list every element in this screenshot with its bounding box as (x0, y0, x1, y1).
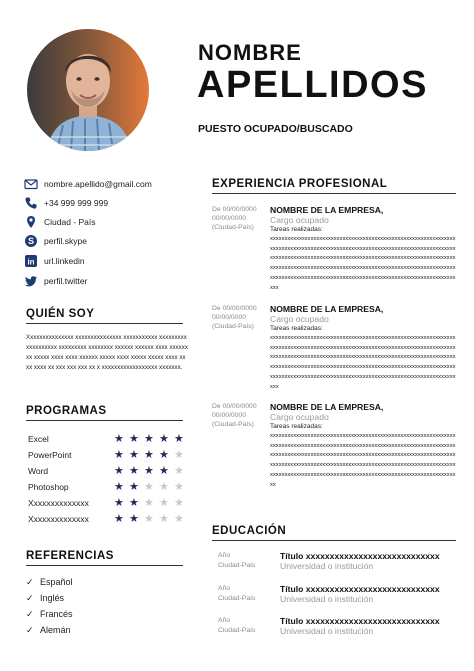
contact-phone[interactable] (24, 196, 204, 212)
star-empty-icon: ★ (144, 481, 154, 493)
contact-skype-text: perfil.skype (44, 236, 87, 246)
job-date-start: De 00/00/0000 (212, 403, 257, 410)
star-empty-icon: ★ (174, 481, 184, 493)
profile-photo (27, 29, 149, 151)
job-entry (212, 205, 456, 295)
star-empty-icon: ★ (174, 497, 184, 509)
star-filled-icon: ★ (129, 497, 139, 509)
location-pin-icon (24, 215, 38, 229)
reference-label: Español (40, 577, 73, 587)
job-tasks-label: Tareas realizadas: (270, 325, 323, 332)
about-text: Xxxxxxxxxxxxxxx xxxxxxxxxxxxxxx xxxxxxxxxxx xxxxxxxxx xxxxxxxxxx xxxxxxxxx xxxxxxxx xxxxxx xxxxxx xxxx xxxxxxxx xxxxx xxxx xxxx xxxxxx xxxxx xxxx xxxxx xxxxx xxxx xxxx xxxx xx xxx xxx xxx xx x xxxxxxxxxxxxxxxxxx xxxxxxx. (26, 334, 188, 371)
job-location: (Ciudad-País) (212, 323, 254, 330)
experience-title: EXPERIENCIA PROFESIONAL (212, 178, 388, 190)
education-institution: Universidad o institución (280, 561, 374, 571)
education-location: Ciudad-País (218, 595, 256, 602)
references-title: REFERENCIAS (26, 550, 114, 562)
phone-icon (24, 196, 38, 210)
star-empty-icon: ★ (159, 513, 169, 525)
job-company: NOMBRE DE LA EMPRESA, (270, 402, 384, 412)
references-divider (26, 565, 183, 566)
check-icon: ✓ (26, 609, 34, 619)
job-date-start: De 00/00/0000 (212, 305, 257, 312)
education-entry (218, 585, 458, 613)
education-entry (218, 552, 458, 580)
star-filled-icon: ★ (159, 465, 169, 477)
check-icon: ✓ (26, 625, 34, 635)
programs-title: PROGRAMAS (26, 405, 107, 417)
job-location: (Ciudad-País) (212, 224, 254, 231)
skill-name: PowerPoint (28, 450, 72, 460)
svg-text:in: in (27, 257, 35, 267)
programs-divider (26, 420, 183, 421)
education-location: Ciudad-País (218, 562, 256, 569)
job-tasks-text: xxxxxxxxxxxxxxxxxxxxxxxxxxxxxxxxxxxxxxxxxxxxxxxxxxxxxxxxxxxxxxxxxxxxxxxxxxxxxxxxxxxxxxxxxxxxxxxxxxxxxxxxxxxxxxxxxxxxxxxxxxxxxxxxxxxxxxxxxxxxxxxxxxxxxxxxxxxxxxxxxxxxxxxxxxxxxxxxxxxxxxxxxxxxxxxxxxxxxxxxxxxxxxxxxxxxxxxxxxxxxxxxxxxxxxxxxxxxxxxxxxxxxxxxxxxxxxxxxxxxxxxxxxxxxxxxxxxxxxxxxxxxxxxxxxxxxxxxxxxxxxxxxxxxxxxxxxxxxxxxxxx (270, 236, 456, 291)
contact-email[interactable] (24, 177, 204, 193)
job-company: NOMBRE DE LA EMPRESA, (270, 205, 384, 215)
skill-row (28, 497, 190, 511)
skill-name: Excel (28, 434, 49, 444)
education-year: Año (218, 552, 231, 559)
job-dates (212, 304, 268, 331)
first-name: NOMBRE (198, 40, 302, 65)
education-degree: Título xxxxxxxxxxxxxxxxxxxxxxxxxxxx (280, 551, 440, 561)
education-institution: Universidad o institución (280, 626, 374, 636)
job-date-end: 00/00/0000 (212, 215, 247, 222)
skill-row (28, 449, 190, 463)
skill-row (28, 433, 190, 447)
star-filled-icon: ★ (144, 465, 154, 477)
job-company: NOMBRE DE LA EMPRESA, (270, 304, 384, 314)
contact-phone-text: +34 999 999 999 (44, 198, 109, 208)
job-entry (212, 402, 456, 492)
star-filled-icon: ★ (114, 513, 124, 525)
contact-location-text: Ciudad - País (44, 217, 96, 227)
about-divider (26, 323, 183, 324)
job-date-end: 00/00/0000 (212, 412, 247, 419)
contact-location (24, 215, 204, 231)
contact-twitter[interactable] (24, 274, 204, 290)
star-filled-icon: ★ (144, 433, 154, 445)
check-icon: ✓ (26, 577, 34, 587)
contact-linkedin-text: url.linkedin (44, 256, 85, 266)
contact-email-text: nombre.apellido@gmail.com (44, 179, 152, 189)
reference-label: Francés (40, 609, 73, 619)
star-filled-icon: ★ (129, 465, 139, 477)
education-title: EDUCACIÓN (212, 525, 287, 537)
star-empty-icon: ★ (174, 465, 184, 477)
star-filled-icon: ★ (159, 449, 169, 461)
reference-label: Alemán (40, 625, 71, 635)
job-tasks-label: Tareas realizadas: (270, 423, 323, 430)
list-item (26, 609, 73, 623)
star-filled-icon: ★ (159, 433, 169, 445)
job-role: Cargo ocupado (270, 314, 329, 324)
star-empty-icon: ★ (174, 449, 184, 461)
star-filled-icon: ★ (114, 433, 124, 445)
star-empty-icon: ★ (159, 481, 169, 493)
education-degree: Título xxxxxxxxxxxxxxxxxxxxxxxxxxxx (280, 584, 440, 594)
star-filled-icon: ★ (144, 449, 154, 461)
about-title: QUIÉN SOY (26, 308, 95, 320)
skill-name: Xxxxxxxxxxxxxx (28, 498, 89, 508)
star-filled-icon: ★ (114, 497, 124, 509)
star-filled-icon: ★ (129, 513, 139, 525)
star-empty-icon: ★ (159, 497, 169, 509)
skill-row (28, 465, 190, 479)
star-filled-icon: ★ (129, 433, 139, 445)
list-item (26, 577, 73, 591)
skill-name: Photoshop (28, 482, 69, 492)
skype-icon (24, 234, 38, 248)
star-empty-icon: ★ (144, 513, 154, 525)
job-role: Cargo ocupado (270, 412, 329, 422)
svg-text:S: S (27, 236, 35, 247)
job-date-end: 00/00/0000 (212, 314, 247, 321)
contact-skype[interactable] (24, 234, 204, 250)
job-location: (Ciudad-País) (212, 421, 254, 428)
job-tasks-text: xxxxxxxxxxxxxxxxxxxxxxxxxxxxxxxxxxxxxxxxxxxxxxxxxxxxxxxxxxxxxxxxxxxxxxxxxxxxxxxxxxxxxxxxxxxxxxxxxxxxxxxxxxxxxxxxxxxxxxxxxxxxxxxxxxxxxxxxxxxxxxxxxxxxxxxxxxxxxxxxxxxxxxxxxxxxxxxxxxxxxxxxxxxxxxxxxxxxxxxxxxxxxxxxxxxxxxxxxxxxxxxxxxxxxxxxxxxxxxxxxxxxxxxxxxxxxxxxxxxxxxxxxxxxxxxxxxxxxxxxxxxxxxxxxxxxxxxxxxxxxxxxxxxxxxxxxxxxxxxxxxx (270, 335, 456, 390)
reference-label: Inglés (40, 593, 65, 603)
job-role: Cargo ocupado (270, 215, 329, 225)
education-entry (218, 617, 458, 645)
job-dates (212, 402, 268, 429)
contact-linkedin[interactable] (24, 254, 204, 270)
star-filled-icon: ★ (174, 433, 184, 445)
star-filled-icon: ★ (129, 449, 139, 461)
skill-name: Xxxxxxxxxxxxxx (28, 514, 89, 524)
star-empty-icon: ★ (144, 497, 154, 509)
twitter-icon (24, 274, 38, 288)
job-tasks-label: Tareas realizadas: (270, 226, 323, 233)
education-location: Ciudad-País (218, 627, 256, 634)
star-empty-icon: ★ (174, 513, 184, 525)
skill-row (28, 481, 190, 495)
skill-name: Word (28, 466, 49, 476)
job-dates (212, 205, 268, 232)
experience-divider (212, 193, 456, 194)
education-year: Año (218, 617, 231, 624)
job-entry (212, 304, 456, 394)
star-filled-icon: ★ (114, 465, 124, 477)
list-item (26, 625, 71, 639)
email-icon (24, 177, 38, 191)
contact-twitter-text: perfil.twitter (44, 276, 88, 286)
check-icon: ✓ (26, 593, 34, 603)
star-filled-icon: ★ (114, 481, 124, 493)
job-tasks-text: xxxxxxxxxxxxxxxxxxxxxxxxxxxxxxxxxxxxxxxxxxxxxxxxxxxxxxxxxxxxxxxxxxxxxxxxxxxxxxxxxxxxxxxxxxxxxxxxxxxxxxxxxxxxxxxxxxxxxxxxxxxxxxxxxxxxxxxxxxxxxxxxxxxxxxxxxxxxxxxxxxxxxxxxxxxxxxxxxxxxxxxxxxxxxxxxxxxxxxxxxxxxxxxxxxxxxxxxxxxxxxxxxxxxxxxxxxxxxxxxxxxxxxxxxxxxxxxxxxxxxxxxxxxxxxxxxxxxxxxxxxxxxxxxxxxxxxxxxxxxxxxxxxxxxxxxxxxxxxxxxx (270, 433, 456, 488)
last-name: APELLIDOS (197, 64, 428, 106)
skill-row (28, 513, 190, 527)
position-title: PUESTO OCUPADO/BUSCADO (198, 123, 353, 135)
star-filled-icon: ★ (114, 449, 124, 461)
education-institution: Universidad o institución (280, 594, 374, 604)
job-date-start: De 00/00/0000 (212, 206, 257, 213)
education-year: Año (218, 585, 231, 592)
education-divider (212, 540, 456, 541)
list-item (26, 593, 64, 607)
star-filled-icon: ★ (129, 481, 139, 493)
education-degree: Título xxxxxxxxxxxxxxxxxxxxxxxxxxxx (280, 616, 440, 626)
linkedin-icon (24, 254, 38, 268)
